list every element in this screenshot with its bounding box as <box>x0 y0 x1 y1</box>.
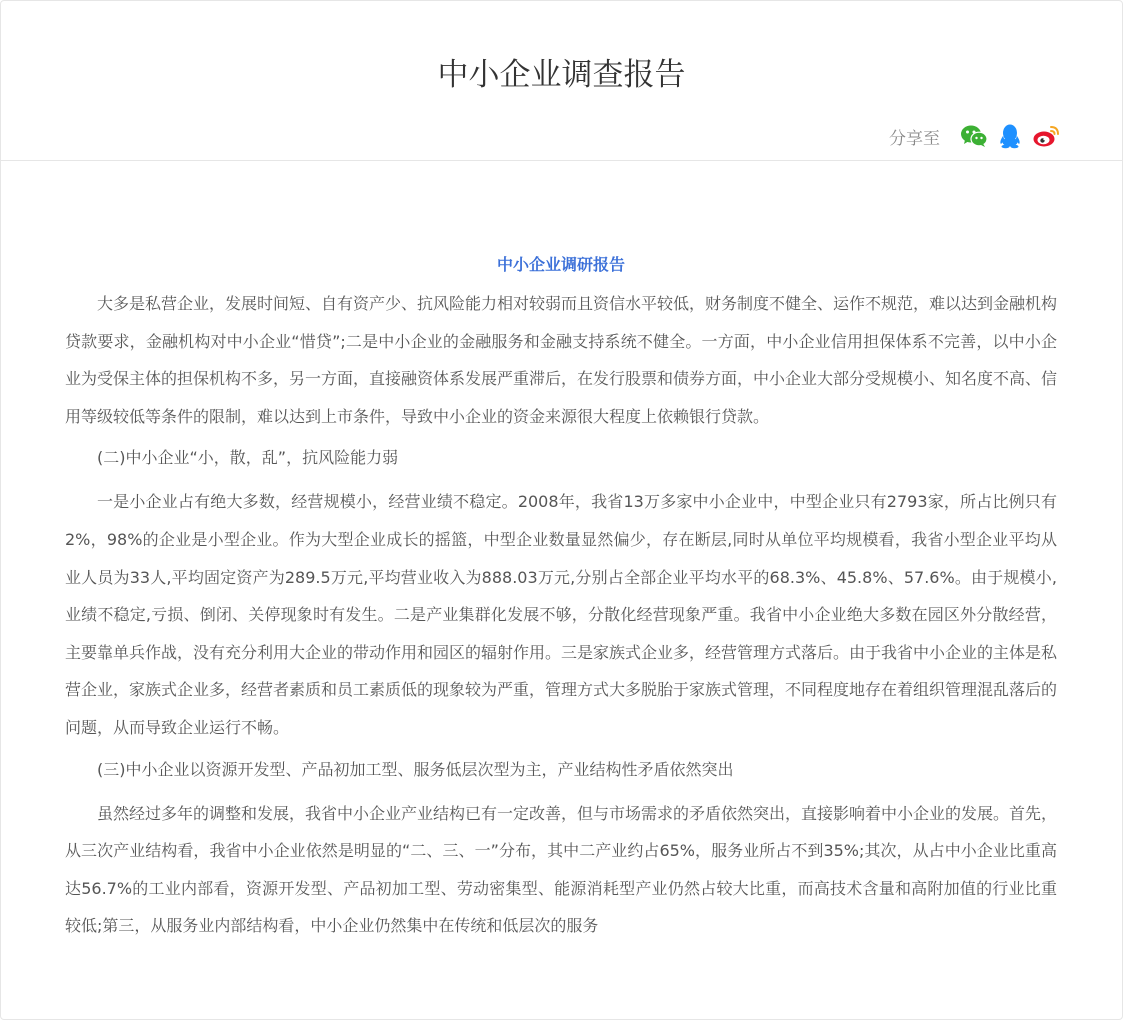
share-label: 分享至 <box>889 128 940 149</box>
weibo-icon[interactable] <box>1032 123 1060 149</box>
section-heading: (三)中小企业以资源开发型、产品初加工型、服务低层次型为主，产业结构性矛盾依然突出 <box>97 759 734 779</box>
paragraph: 一是小企业占有绝大多数，经营规模小，经营业绩不稳定。2008年，我省13万多家中小企业中，中型企业只有2793家，所占比例只有2%，98%的企业是小型企业。作为大型企业成长的摇篮，中型企业数量显然偏少，存在断层,同时从单位平均规模看，我省小型企业平均从业人员为33人,平均固定资产为289.5万元,平均营业收入为888.03万元,分别占全部企业平均水平的68.3%、45.8%、57.6%。由于规模小,业绩不稳定,亏损、倒闭、关停现象时有发生。二是产业集群化发展不够，分散化经营现象严重。我省中小企业绝大多数在园区外分散经营，主要靠单兵作战，没有充分利用大企业的带动作用和园区的辐射作用。三是家族式企业多，经营管理方式落后。由于我省中小企业的主体是私营企业，家族式企业多，经营者素质和员工素质低的现象较为严重，管理方式大多脱胎于家族式管理，不同程度地存在着组织管理混乱落后的问题，从而导致企业运行不畅。 <box>65 492 1058 737</box>
paragraph: 虽然经过多年的调整和发展，我省中小企业产业结构已有一定改善，但与市场需求的矛盾依然突出，直接影响着中小企业的发展。首先，从三次产业结构看，我省中小企业依然是明显的“二、三、一”分布，其中二产业约占65%，服务业所占不到35%;其次，从占中小企业比重高达56.7%的工业内部看，资源开发型、产品初加工型、劳动密集型、能源消耗型产业仍然占较大比重，而高技术含量和高附加值的行业比重较低;第三，从服务业内部结构看，中小企业仍然集中在传统和低层次的服务 <box>65 803 1058 936</box>
wechat-icon[interactable] <box>960 123 988 149</box>
page-header <box>1 1 1122 161</box>
section-heading: (二)中小企业“小，散，乱”，抗风险能力弱 <box>97 448 399 468</box>
paragraph: 大多是私营企业，发展时间短、自有资产少、抗风险能力相对较弱而且资信水平较低，财务制度不健全、运作不规范，难以达到金融机构贷款要求，金融机构对中小企业“惜贷”;二是中小企业的金融服务和金融支持系统不健全。一方面，中小企业信用担保体系不完善，以中小企业为受保主体的担保机构不多，另一方面，直接融资体系发展严重滞后，在发行股票和债券方面，中小企业大部分受规模小、知名度不高、信用等级较低等条件的限制，难以达到上市条件，导致中小企业的资金来源很大程度上依赖银行贷款。 <box>65 294 1058 426</box>
page-title: 中小企业调查报告 <box>437 57 686 93</box>
article-heading: 中小企业调研报告 <box>496 255 625 274</box>
article-body <box>65 249 1057 949</box>
share-bar <box>889 121 1060 151</box>
qq-icon[interactable] <box>996 123 1024 149</box>
